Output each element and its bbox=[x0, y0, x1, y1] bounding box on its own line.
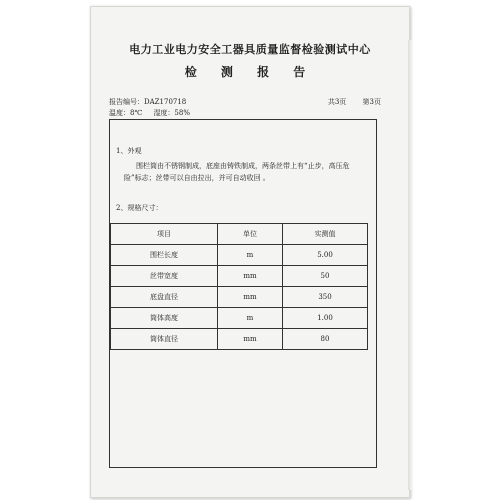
report-meta bbox=[109, 97, 190, 119]
cell-unit: mm bbox=[218, 266, 283, 287]
report-page bbox=[90, 6, 410, 498]
page-number: 第3页 bbox=[362, 98, 381, 106]
cell-value: 1.00 bbox=[283, 308, 368, 329]
table-header-row bbox=[111, 224, 368, 245]
column-header-unit: 单位 bbox=[218, 224, 283, 245]
cell-item: 丝带宽度 bbox=[111, 266, 218, 287]
cell-item: 底盘直径 bbox=[111, 287, 218, 308]
total-pages: 共3页 bbox=[327, 98, 347, 106]
humidity: 湿度：58% bbox=[153, 109, 190, 117]
cell-unit: mm bbox=[218, 287, 283, 308]
cell-value: 5.00 bbox=[283, 245, 368, 266]
table-row bbox=[111, 245, 368, 266]
temperature: 温度：8℃ bbox=[109, 109, 143, 117]
report-body-frame bbox=[109, 119, 377, 468]
cell-unit: m bbox=[218, 308, 283, 329]
page-edge-shadow bbox=[408, 40, 414, 490]
page-info bbox=[314, 97, 381, 107]
cell-item: 筒体直径 bbox=[111, 329, 218, 350]
organization-name: 电力工业电力安全工器具质量监督检验测试中心 bbox=[129, 43, 371, 56]
report-number: 报告编号：DAZ170718 bbox=[109, 98, 187, 106]
environment bbox=[109, 108, 190, 119]
table-row bbox=[111, 266, 368, 287]
section-dimensions-heading: 2、规格尺寸： bbox=[116, 204, 163, 212]
column-header-item: 项目 bbox=[111, 224, 218, 245]
cell-unit: mm bbox=[218, 329, 283, 350]
report-title: 检 测 报 告 bbox=[184, 65, 316, 79]
table-row bbox=[111, 308, 368, 329]
dimensions-table bbox=[110, 223, 368, 350]
appearance-description: 围栏筒由不锈钢制成，底座由铸铁制成，两条丝带上有“止步，高压危险”标志；丝带可以自由拉出，并可自动收回 。 bbox=[124, 162, 350, 182]
table-row bbox=[111, 287, 368, 308]
cell-item: 筒体高度 bbox=[111, 308, 218, 329]
table-row bbox=[111, 329, 368, 350]
cell-value: 50 bbox=[283, 266, 368, 287]
section-appearance-heading: 1、外观 bbox=[116, 147, 142, 155]
cell-value: 80 bbox=[283, 329, 368, 350]
column-header-value: 实测值 bbox=[283, 224, 368, 245]
cell-item: 围栏长度 bbox=[111, 245, 218, 266]
cell-unit: m bbox=[218, 245, 283, 266]
cell-value: 350 bbox=[283, 287, 368, 308]
